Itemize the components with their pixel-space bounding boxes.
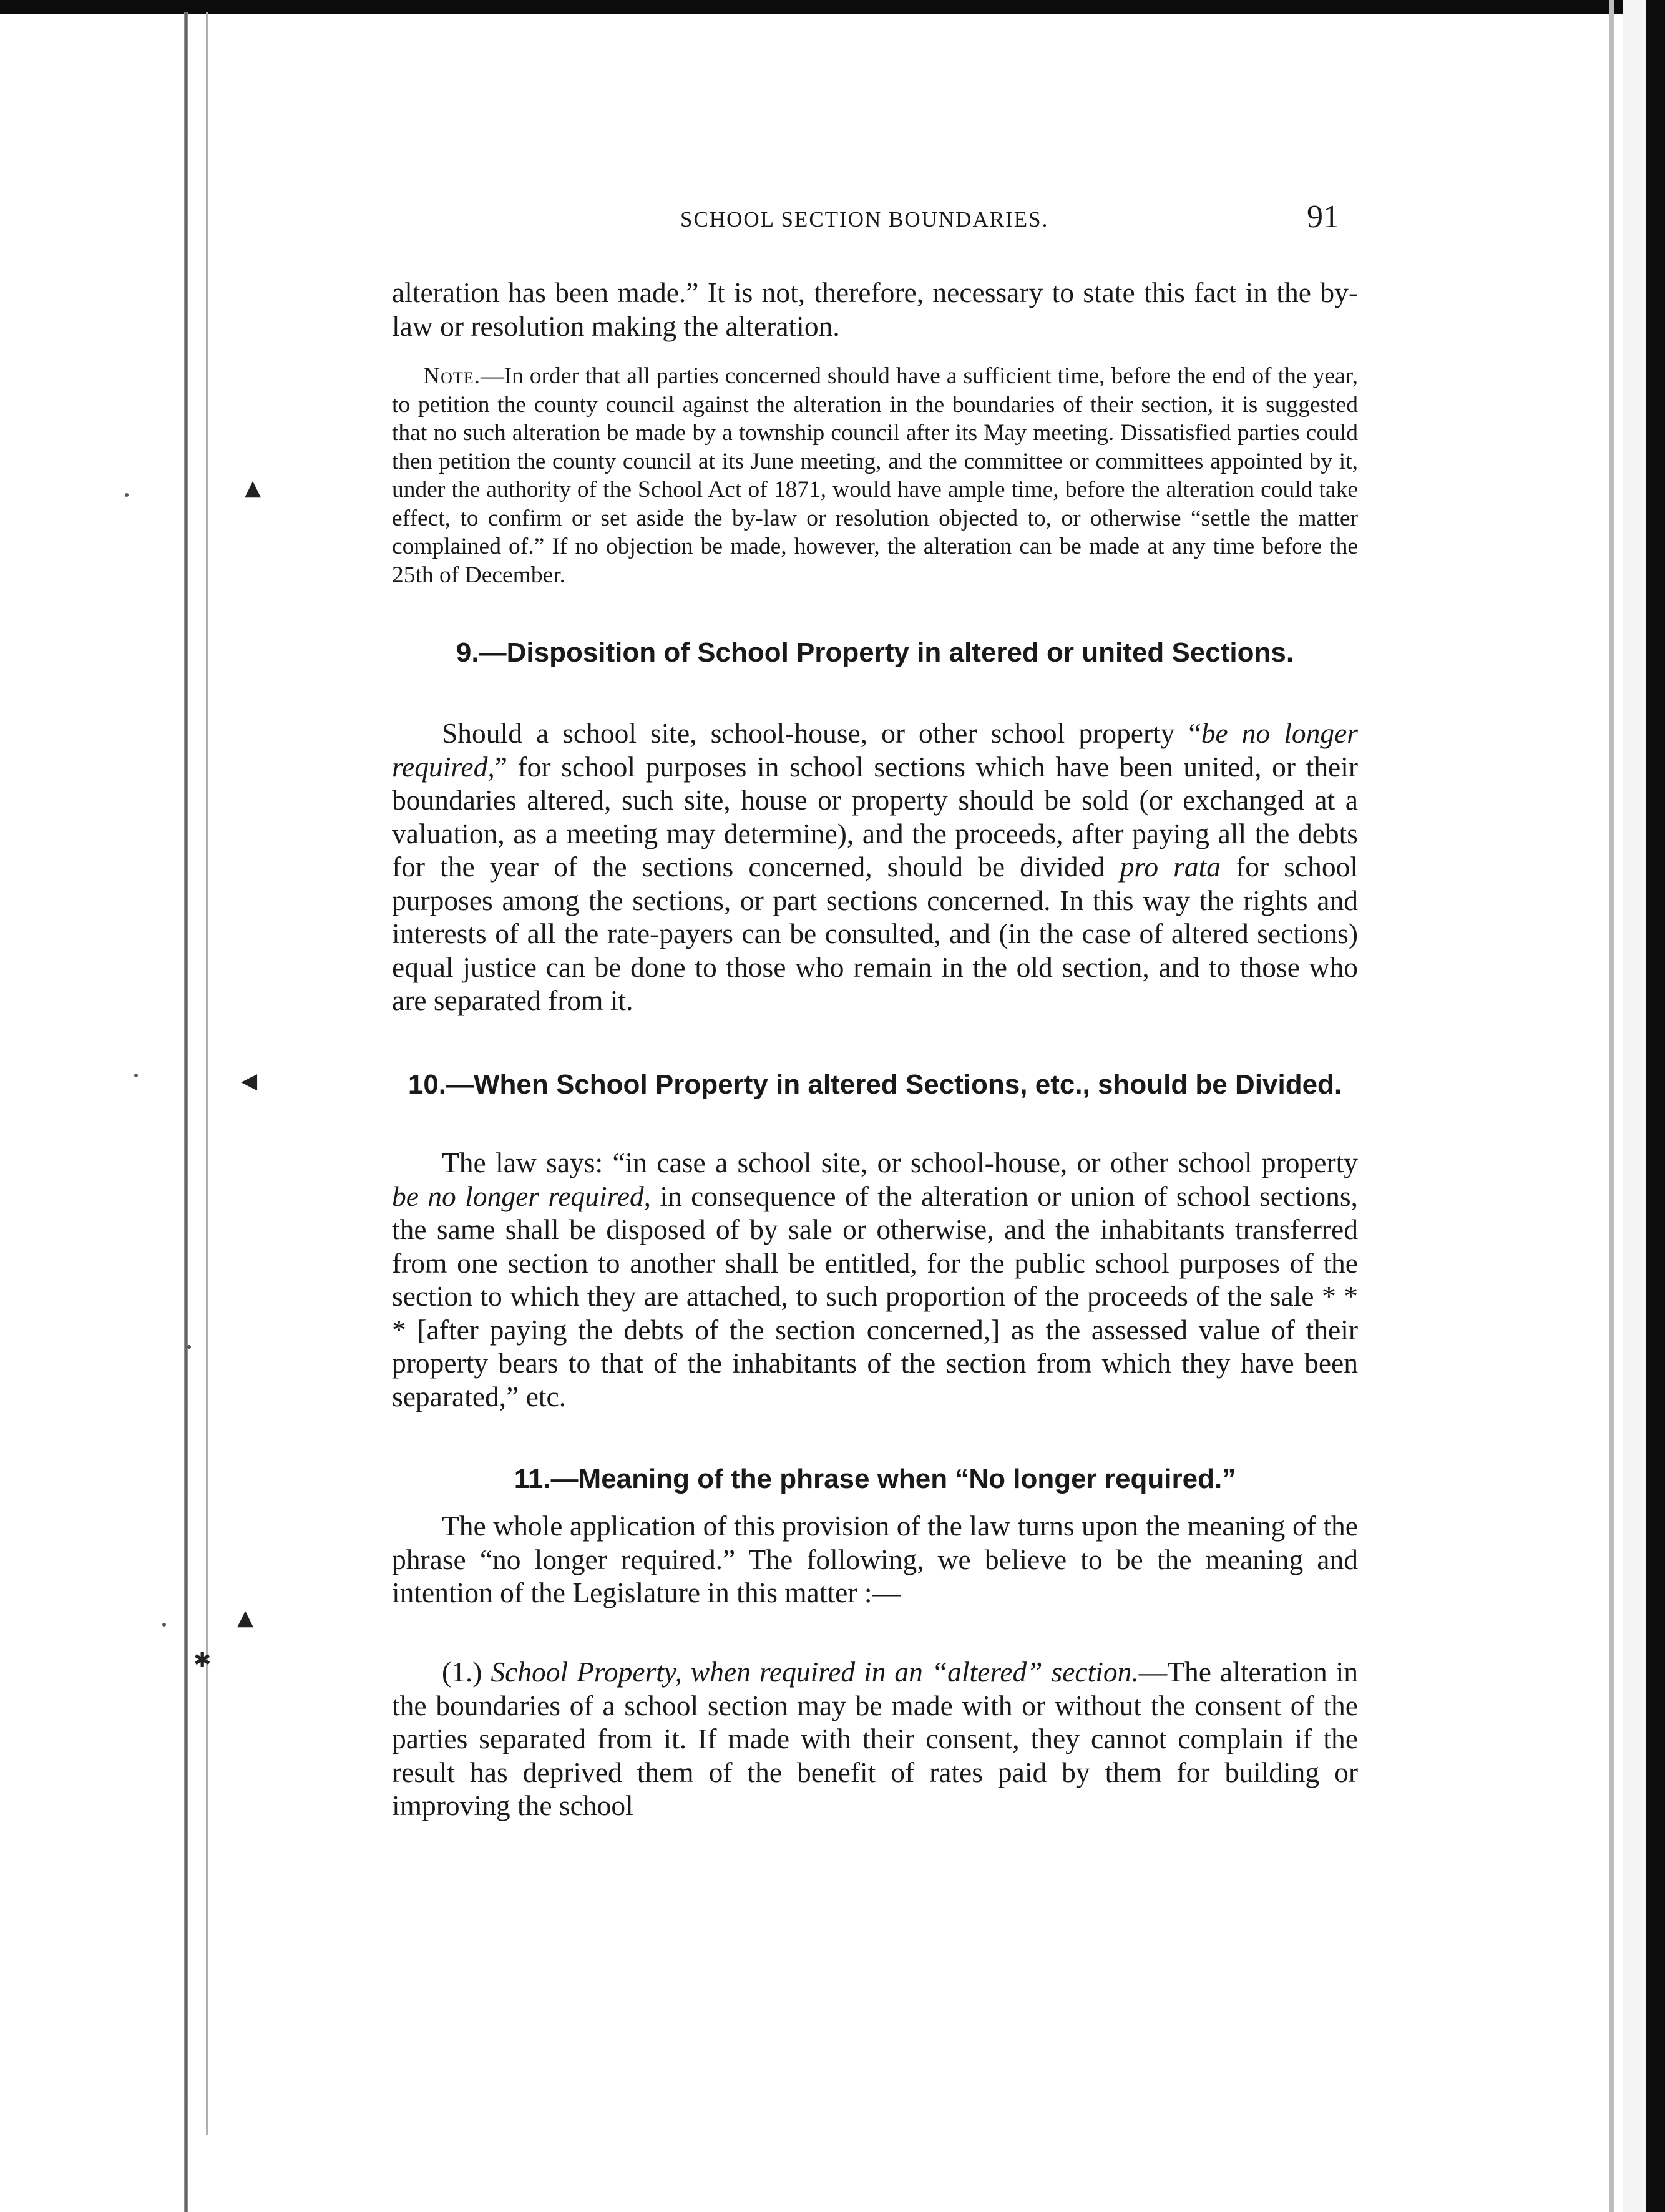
section-11-heading: 11.—Meaning of the phrase when “No longer required.” (514, 1464, 1236, 1494)
section-10-paragraph (392, 1146, 1358, 1413)
section-9-text-c: for school purposes among the sections, or part sections concerned. In this way the rights and interests of all the rate-payers can be consulted, and (in the case of altered sections) equal justice can be done to those who remain in the old section, and to those who are separated from it. (392, 851, 1358, 1016)
section-9-text-a: Should a school site, school-house, or other school property “ (442, 717, 1201, 749)
item-text: —The alteration in the boundaries of a school section may be made with or without the consent of the parties separated from it. If made with their consent, they cannot complain if the result has deprived them of the benefit of rates paid by them for building or improving the school (392, 1656, 1358, 1821)
opening-paragraph: alteration has been made.” It is not, therefore, necessary to state this fact in the by-law or resolution making the alteration. (392, 276, 1358, 342)
section-10-text-b: in consequence of the alteration or union of school sections, the same shall be disposed of by sale or otherwise, and the inhabitants transferred from one section to another shall be entitled, for the public school purposes of the section to which they are attached, to such proportion of the proceeds of the sale * * * [after paying the debts of the section concerned,] as the assessed value of their property bears to that of the inhabitants of the section from which they have been separated,” etc. (392, 1180, 1358, 1412)
running-head: SCHOOL SECTION BOUNDARIES. (680, 207, 1049, 232)
section-10-text-a: The law says: “in case a school site, or school-house, or other school property (442, 1147, 1358, 1178)
page-edge-shadow (1623, 0, 1646, 2212)
section-10-italic: be no longer required, (392, 1180, 652, 1212)
note-block (392, 362, 1358, 589)
section-11-paragraph: The whole application of this provision of the law turns upon the meaning of the phrase “no longer required.” The following, we believe to be the meaning and intention of the Legislature in this matter :— (392, 1510, 1358, 1608)
section-9-paragraph (392, 717, 1358, 1017)
margin-blot-icon: ✱ (193, 1648, 212, 1673)
opening-paragraph-block (392, 276, 1358, 343)
section-11-item-1-paragraph (392, 1655, 1358, 1823)
section-11-item-1 (392, 1655, 1358, 1823)
page-number: 91 (1307, 199, 1339, 235)
section-10-heading: 10.—When School Property in altered Sections, etc., should be Divided. (408, 1069, 1342, 1100)
margin-arrow-icon: ◀ (241, 1069, 258, 1094)
note-paragraph (392, 362, 1358, 589)
scan-speck (187, 1345, 191, 1349)
scan-speck (125, 493, 129, 497)
item-title: School Property, when required in an “altered” section. (491, 1656, 1139, 1688)
binding-fold (184, 12, 188, 2212)
page-edge (1609, 0, 1614, 2212)
item-number: (1.) (442, 1656, 491, 1688)
scan-border-right (1646, 0, 1665, 2212)
section-10-body (392, 1146, 1358, 1413)
section-9 (392, 637, 1358, 669)
section-11 (392, 1463, 1358, 1495)
note-text: —In order that all parties concerned should have a sufficient time, before the end of the year, to petition the county council against the alteration in the boundaries of their section, it is suggested that no such alteration be made by a township council after its May meeting. Dissatisfied parties could then petition the county council at its June meeting, and the committee or committees appointed by it, under the authority of the School Act of 1871, would have ample time, before the alteration could take effect, to confirm or set aside the by-law or resolution objected to, or otherwise “settle the matter complained of.” If no objection be made, however, the alteration can be made at any time before the 25th of December. (392, 363, 1358, 588)
section-10 (392, 1069, 1358, 1101)
section-9-heading: 9.—Disposition of School Property in altered or united Sections. (456, 637, 1294, 668)
scan-speck (134, 1074, 138, 1077)
section-9-text-b: ” for school purposes in school sections which have been united, or their boundaries altered, such site, house or property should be sold (or exchanged at a valuation, as a meeting may determine), and the proceeds, after paying all the debts for the year of the sections concerned, should be divided (392, 750, 1358, 883)
section-11-body (392, 1509, 1358, 1610)
section-9-italic-b: pro rata (1120, 851, 1221, 883)
margin-arrow-icon: ▲ (237, 1605, 254, 1630)
note-label: Note. (423, 363, 481, 389)
scan-speck (162, 1623, 166, 1627)
binding-fold-inner (206, 12, 208, 2135)
section-9-italic-a: be no longer required, (392, 717, 1358, 783)
margin-arrow-icon: ▲ (245, 476, 261, 501)
scan-border-top (0, 0, 1665, 14)
section-9-body (392, 717, 1358, 1017)
